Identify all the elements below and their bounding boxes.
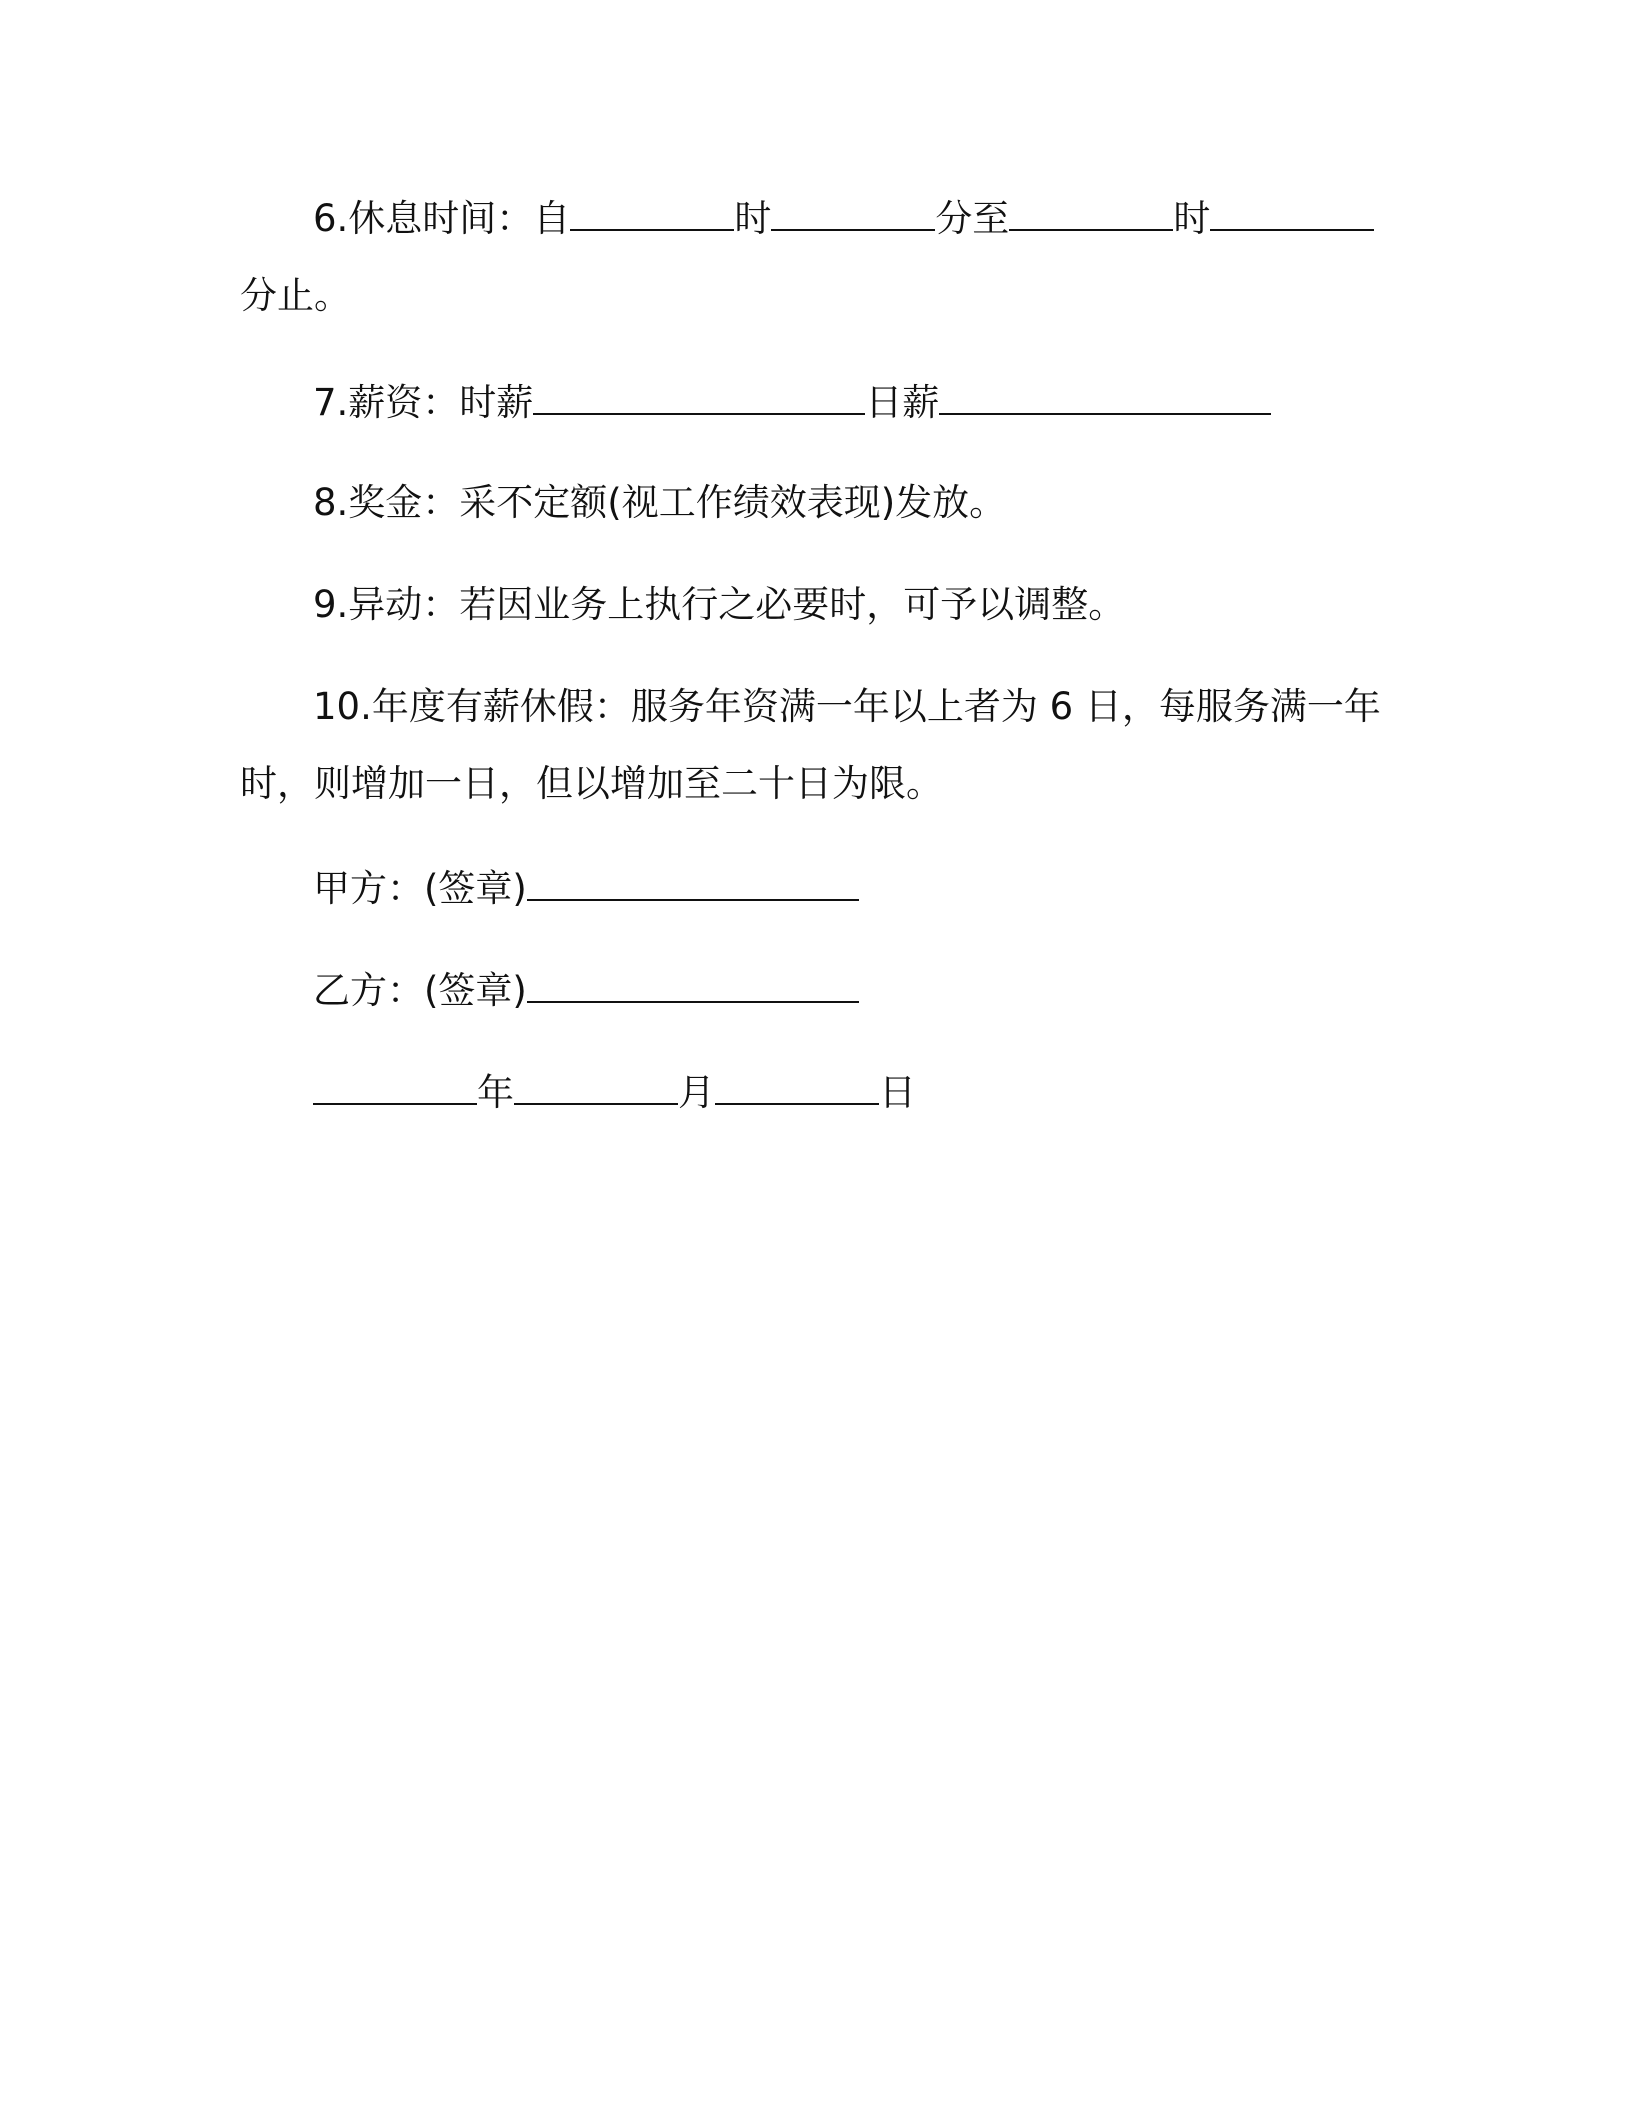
party-a-signature-line	[313, 850, 859, 927]
start-hour-blank[interactable]	[570, 199, 734, 231]
date-line	[313, 1054, 916, 1131]
rest-time-hour-label-2: 时	[1173, 197, 1211, 240]
bonus-line	[313, 464, 1006, 541]
party-a-label: 甲方：(签章)	[313, 867, 527, 910]
month-label: 月	[678, 1071, 715, 1114]
annual-leave-paragraph: 10.年度有薪休假：服务年资满一年以上者为 6 日，每服务满一年时，则增加一日，但以增加至二十日为限。	[240, 685, 1381, 805]
start-minute-blank[interactable]	[771, 199, 935, 231]
day-label: 日	[879, 1071, 916, 1114]
party-b-label: 乙方：(签章)	[313, 969, 527, 1012]
bonus-text: 8.奖金：采不定额(视工作绩效表现)发放。	[313, 481, 1007, 524]
day-blank[interactable]	[715, 1073, 879, 1105]
transfer-line	[313, 566, 1125, 643]
hourly-wage-blank[interactable]	[533, 383, 865, 415]
end-hour-blank[interactable]	[1009, 199, 1173, 231]
transfer-text: 9.异动：若因业务上执行之必要时，可予以调整。	[313, 583, 1126, 626]
year-blank[interactable]	[313, 1073, 477, 1105]
party-a-signature-blank[interactable]	[527, 869, 859, 901]
rest-time-end-line	[240, 257, 351, 334]
daily-wage-blank[interactable]	[939, 383, 1271, 415]
salary-line	[313, 364, 1271, 441]
salary-prefix: 7.薪资：时薪	[313, 381, 534, 424]
rest-time-hour-label: 时	[734, 197, 772, 240]
party-b-signature-blank[interactable]	[527, 971, 859, 1003]
daily-wage-label: 日薪	[865, 381, 940, 424]
rest-time-min-to-label: 分至	[935, 197, 1010, 240]
party-b-signature-line	[313, 952, 859, 1029]
end-minute-blank[interactable]	[1210, 199, 1374, 231]
rest-time-line	[313, 180, 1374, 257]
year-label: 年	[477, 1071, 514, 1114]
rest-time-end: 分止。	[240, 274, 351, 317]
month-blank[interactable]	[514, 1073, 678, 1105]
rest-time-prefix: 6.休息时间：自	[313, 197, 571, 240]
